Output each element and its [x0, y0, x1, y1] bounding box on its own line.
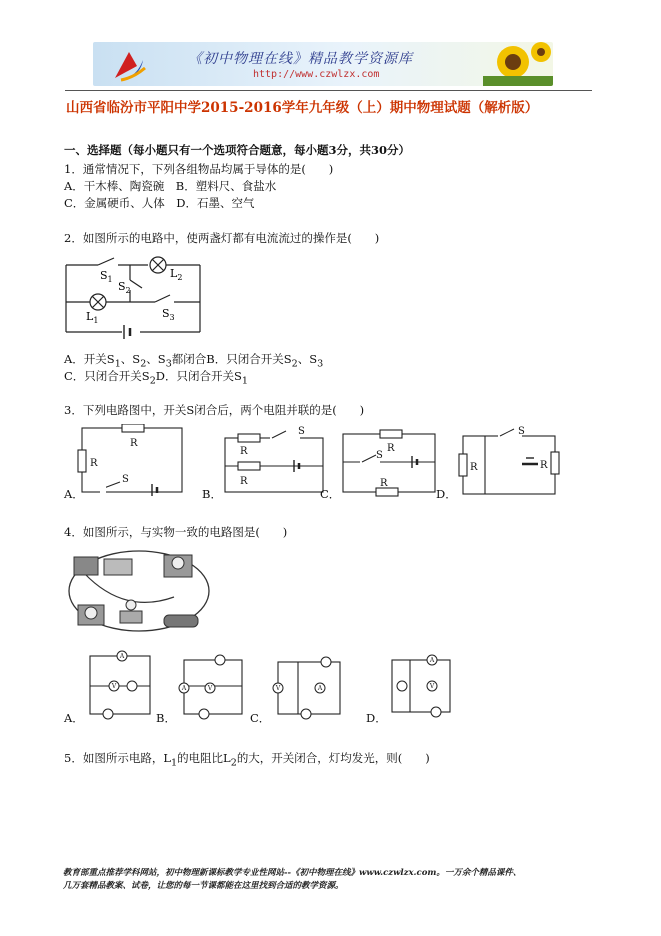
q3-option-a: A．	[64, 487, 84, 501]
q3b-r2-label: R	[240, 476, 248, 487]
q2-label-s2: $S_2$	[118, 280, 131, 295]
q4d-voltmeter-label: V	[429, 683, 435, 690]
q3a-r2-label: R	[90, 458, 98, 469]
header-rule	[65, 90, 592, 91]
q4-stem: 4．如图所示，与实物一致的电路图是( )	[64, 525, 288, 539]
q1-options-cd: C．金属硬币、人体 D．石墨、空气	[64, 196, 255, 210]
q2-label-l2: $L_2$	[170, 267, 183, 282]
q2-stem: 2．如图所示的电路中，使两盏灯都有电流流过的操作是( )	[64, 231, 380, 245]
q3d-s-label: S	[518, 426, 525, 437]
q1-stem: 1．通常情况下，下列各组物品均属于导体的是( )	[64, 162, 334, 176]
page-title: 山西省临汾市平阳中学2015-2016学年九年级（上）期中物理试题（解析版）	[66, 100, 539, 116]
sunflower-icon	[483, 42, 553, 86]
q5-stem: 5．如图所示电路，$L_1$的电阻比$L_2$的大，开关闭合，灯均发光，则( )	[64, 751, 430, 769]
footer-line-2: 几万套精品教案、试卷，让您的每一节课都能在这里找到合适的教学资源。	[63, 881, 344, 891]
page-footer	[63, 867, 603, 893]
q3a-s-label: S	[122, 474, 129, 485]
q4-option-d: D．	[366, 711, 387, 725]
q3c-s-label: S	[376, 450, 383, 461]
q3-option-c: C．	[320, 487, 341, 501]
q4a-voltmeter-label: V	[111, 683, 117, 690]
header-banner	[93, 42, 553, 86]
q4a-ammeter-label: A	[119, 653, 125, 660]
q2-label-s1: $S_1$	[100, 269, 113, 284]
q3b-r1-label: R	[240, 446, 248, 457]
q3-option-d: D．	[436, 487, 457, 501]
logo-icon	[111, 46, 147, 82]
q2-label-s3: $S_3$	[162, 307, 175, 322]
q4b-ammeter-label: A	[181, 685, 187, 692]
footer-line-1: 教育部重点推荐学科网站，初中物理新课标教学专业性网站--《初中物理在线》www.czwlzx.com。一万余个精品课件、	[63, 868, 522, 878]
q4-option-c: C．	[250, 711, 271, 725]
q1-options-ab: A．干木棒、陶瓷碗 B．塑料尺、食盐水	[64, 179, 277, 193]
q4c-ammeter-label: A	[317, 685, 323, 692]
q3a-r1-label: R	[130, 438, 138, 449]
q2-label-l1: $L_1$	[86, 310, 99, 325]
q3-stem: 3．下列电路图中，开关S闭合后，两个电阻并联的是( )	[64, 403, 365, 417]
q2-circuit-diagram	[60, 250, 210, 340]
q3-option-b: B．	[202, 487, 222, 501]
q3d-r2-label: R	[540, 460, 548, 471]
q4-physical-circuit-photo	[64, 545, 214, 637]
q4-option-b: B．	[156, 711, 176, 725]
section-heading: 一、选择题（每小题只有一个选项符合题意，每小题3分，共30分）	[64, 143, 411, 157]
q4d-ammeter-label: A	[429, 657, 435, 664]
q4-circuit-options	[60, 648, 470, 720]
q2-options-ab: A．开关$S_1$、$S_2$、$S_3$都闭合B．只闭合开关$S_2$、$S_3$	[64, 352, 324, 370]
q4b-voltmeter-label: V	[207, 685, 213, 692]
banner-url: http://www.czwlzx.com	[253, 69, 380, 80]
q3c-r1-label: R	[387, 443, 395, 454]
q3b-s-label: S	[298, 426, 305, 437]
q4c-voltmeter-label: V	[275, 685, 281, 692]
banner-title: 《初中物理在线》精品教学资源库	[188, 51, 413, 67]
q3c-r2-label: R	[380, 478, 388, 489]
q4-option-a: A．	[64, 711, 84, 725]
q2-options-cd: C．只闭合开关$S_2D$．只闭合开关$S_1$	[64, 369, 249, 387]
q3d-r1-label: R	[470, 462, 478, 473]
